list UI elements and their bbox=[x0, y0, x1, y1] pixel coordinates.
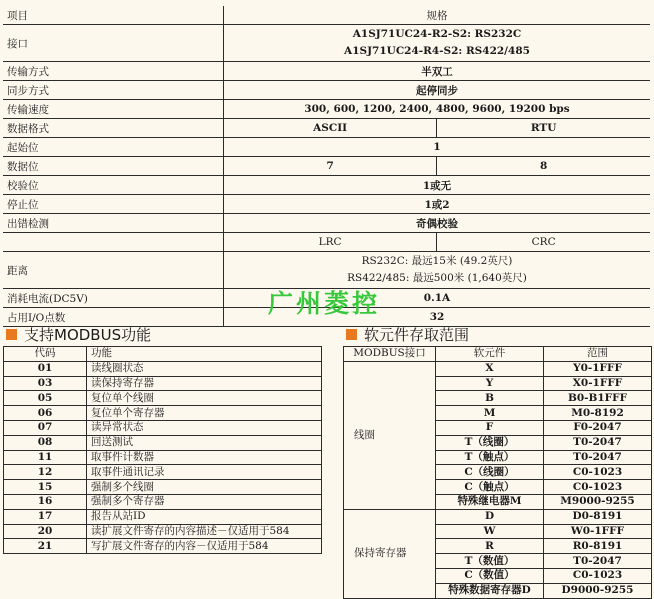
spec-row-error-check bbox=[3, 214, 650, 233]
device-range: T0-2047 bbox=[544, 450, 652, 465]
device-range: M9000-9255 bbox=[544, 494, 652, 509]
device-range: T0-2047 bbox=[544, 554, 652, 569]
spec-value-ascii: LRC bbox=[224, 233, 437, 252]
section-title-text: 软元件存取范围 bbox=[364, 326, 470, 344]
modbus-header-code: 代码 bbox=[4, 347, 87, 362]
modbus-code: 01 bbox=[4, 361, 87, 376]
spec-value-rtu: CRC bbox=[437, 233, 650, 252]
spec-label: 接口 bbox=[3, 25, 224, 62]
spec-label: 距离 bbox=[3, 252, 224, 289]
spec-value: 起停同步 bbox=[224, 81, 651, 100]
device-name: W bbox=[436, 524, 544, 539]
device-header-iface: MODBUS接口 bbox=[344, 347, 436, 362]
device-name: D bbox=[436, 509, 544, 524]
spec-row-parity bbox=[3, 176, 650, 195]
device-range-table bbox=[343, 346, 652, 599]
device-range: C0-1023 bbox=[544, 568, 652, 583]
modbus-code: 03 bbox=[4, 376, 87, 391]
modbus-func: 强制多个线圈 bbox=[87, 480, 322, 495]
device-range: M0-8192 bbox=[544, 406, 652, 421]
spec-value: 300, 600, 1200, 2400, 4800, 9600, 19200 bps bbox=[224, 100, 651, 119]
spec-row-start-bit bbox=[3, 138, 650, 157]
spec-value-rtu: RTU bbox=[437, 119, 650, 138]
spec-row-sync bbox=[3, 81, 650, 100]
modbus-section-title bbox=[6, 324, 151, 345]
modbus-row bbox=[4, 539, 322, 554]
device-name: R bbox=[436, 539, 544, 554]
device-range: D9000-9255 bbox=[544, 583, 652, 598]
spec-row-format bbox=[3, 119, 650, 138]
spec-value: 1或无 bbox=[224, 176, 651, 195]
modbus-code: 21 bbox=[4, 539, 87, 554]
modbus-row bbox=[4, 420, 322, 435]
modbus-header-row bbox=[4, 347, 322, 362]
spec-value-rtu: 8 bbox=[437, 157, 650, 176]
spec-label: 数据位 bbox=[3, 157, 224, 176]
modbus-row bbox=[4, 524, 322, 539]
modbus-row bbox=[4, 391, 322, 406]
modbus-code: 07 bbox=[4, 420, 87, 435]
modbus-row bbox=[4, 361, 322, 376]
device-name: 特殊继电器M bbox=[436, 494, 544, 509]
section-title-text: 支持MODBUS功能 bbox=[24, 326, 152, 344]
spec-label: 同步方式 bbox=[3, 81, 224, 100]
modbus-func: 写扩展文件寄存的内容－仅适用于584 bbox=[87, 539, 322, 554]
modbus-row bbox=[4, 509, 322, 524]
spec-value: 32 bbox=[224, 308, 651, 327]
modbus-row bbox=[4, 376, 322, 391]
spec-value: 1 bbox=[224, 138, 651, 157]
spec-row-interface bbox=[3, 25, 650, 62]
modbus-func: 读扩展文件寄存的内容描述－仅适用于584 bbox=[87, 524, 322, 539]
device-name: C（数值） bbox=[436, 568, 544, 583]
spec-header-item: 项目 bbox=[3, 6, 224, 25]
spec-header-spec: 规格 bbox=[224, 6, 651, 25]
device-row bbox=[344, 361, 652, 376]
modbus-func: 复位单个线圈 bbox=[87, 391, 322, 406]
modbus-code: 15 bbox=[4, 480, 87, 495]
modbus-func: 读保持寄存器 bbox=[87, 376, 322, 391]
device-name: F bbox=[436, 420, 544, 435]
device-range: F0-2047 bbox=[544, 420, 652, 435]
spec-label: 传输方式 bbox=[3, 62, 224, 81]
spec-value: 奇偶校验 bbox=[224, 214, 651, 233]
watermark-text: 广州菱控 bbox=[268, 289, 381, 318]
device-range: D0-8191 bbox=[544, 509, 652, 524]
spec-value-ascii: ASCII bbox=[224, 119, 437, 138]
modbus-func: 取事件计数器 bbox=[87, 450, 322, 465]
spec-label: 校验位 bbox=[3, 176, 224, 195]
modbus-func: 复位单个寄存器 bbox=[87, 406, 322, 421]
spec-value: 1或2 bbox=[224, 195, 651, 214]
modbus-func: 报告从站ID bbox=[87, 509, 322, 524]
modbus-code: 11 bbox=[4, 450, 87, 465]
device-name: 特殊数据寄存器D bbox=[436, 583, 544, 598]
spec-row-transmission bbox=[3, 62, 650, 81]
spec-label: 停止位 bbox=[3, 195, 224, 214]
device-name: T（线圈） bbox=[436, 435, 544, 450]
device-range: W0-1FFF bbox=[544, 524, 652, 539]
modbus-func: 强制多个寄存器 bbox=[87, 494, 322, 509]
device-range: C0-1023 bbox=[544, 465, 652, 480]
device-range: T0-2047 bbox=[544, 435, 652, 450]
device-name: T（数值） bbox=[436, 554, 544, 569]
spec-row-distance bbox=[3, 252, 650, 289]
modbus-row bbox=[4, 465, 322, 480]
modbus-func: 回送测试 bbox=[87, 435, 322, 450]
spec-value: RS422/485: 最远500米 (1,640英尺) bbox=[347, 272, 527, 284]
device-group-label: 保持寄存器 bbox=[344, 509, 436, 598]
spec-label: 消耗电流(DC5V) bbox=[3, 289, 224, 308]
modbus-func: 取事件通讯记录 bbox=[87, 465, 322, 480]
orange-square-icon bbox=[346, 329, 357, 340]
spec-table bbox=[3, 6, 650, 327]
spec-label: 数据格式 bbox=[3, 119, 224, 138]
spec-value: RS232C: 最远15米 (49.2英尺) bbox=[361, 255, 513, 267]
device-row bbox=[344, 509, 652, 524]
spec-row-speed bbox=[3, 100, 650, 119]
spec-label: 传输速度 bbox=[3, 100, 224, 119]
spec-value: A1SJ71UC24-R2-S2: RS232C bbox=[352, 28, 522, 40]
device-header-row bbox=[344, 347, 652, 362]
device-header-device: 软元件 bbox=[436, 347, 544, 362]
spec-value-ascii: 7 bbox=[224, 157, 437, 176]
spec-label: 占用I/O点数 bbox=[3, 308, 224, 327]
spec-row-stop-bit bbox=[3, 195, 650, 214]
modbus-code: 17 bbox=[4, 509, 87, 524]
modbus-code: 08 bbox=[4, 435, 87, 450]
device-name: C（触点） bbox=[436, 480, 544, 495]
device-name: X bbox=[436, 361, 544, 376]
modbus-code: 12 bbox=[4, 465, 87, 480]
device-name: M bbox=[436, 406, 544, 421]
device-range: C0-1023 bbox=[544, 480, 652, 495]
spec-value: 0.1A bbox=[224, 289, 651, 308]
device-name: C（线圈） bbox=[436, 465, 544, 480]
modbus-code: 16 bbox=[4, 494, 87, 509]
device-range: X0-1FFF bbox=[544, 376, 652, 391]
modbus-row bbox=[4, 406, 322, 421]
device-name: T（触点） bbox=[436, 450, 544, 465]
spec-row-data-bits bbox=[3, 157, 650, 176]
device-name: Y bbox=[436, 376, 544, 391]
modbus-code: 20 bbox=[4, 524, 87, 539]
device-range: B0-B1FFF bbox=[544, 391, 652, 406]
device-header-range: 范围 bbox=[544, 347, 652, 362]
modbus-func: 读线圈状态 bbox=[87, 361, 322, 376]
spec-header-row bbox=[3, 6, 650, 25]
modbus-function-table bbox=[3, 346, 322, 554]
spec-value: 半双工 bbox=[224, 62, 651, 81]
spec-row-error-method bbox=[3, 233, 650, 252]
modbus-code: 05 bbox=[4, 391, 87, 406]
spec-label: 出错检测 bbox=[3, 214, 224, 233]
modbus-row bbox=[4, 450, 322, 465]
modbus-code: 06 bbox=[4, 406, 87, 421]
modbus-row bbox=[4, 480, 322, 495]
device-range: R0-8191 bbox=[544, 539, 652, 554]
soft-section-title bbox=[346, 324, 469, 345]
modbus-func: 读异常状态 bbox=[87, 420, 322, 435]
orange-square-icon bbox=[6, 329, 17, 340]
modbus-row bbox=[4, 494, 322, 509]
modbus-row bbox=[4, 435, 322, 450]
modbus-header-func: 功能 bbox=[87, 347, 322, 362]
device-range: Y0-1FFF bbox=[544, 361, 652, 376]
device-group-label: 线圈 bbox=[344, 361, 436, 509]
spec-value: A1SJ71UC24-R4-S2: RS422/485 bbox=[344, 45, 530, 57]
spec-label: 起始位 bbox=[3, 138, 224, 157]
device-name: B bbox=[436, 391, 544, 406]
